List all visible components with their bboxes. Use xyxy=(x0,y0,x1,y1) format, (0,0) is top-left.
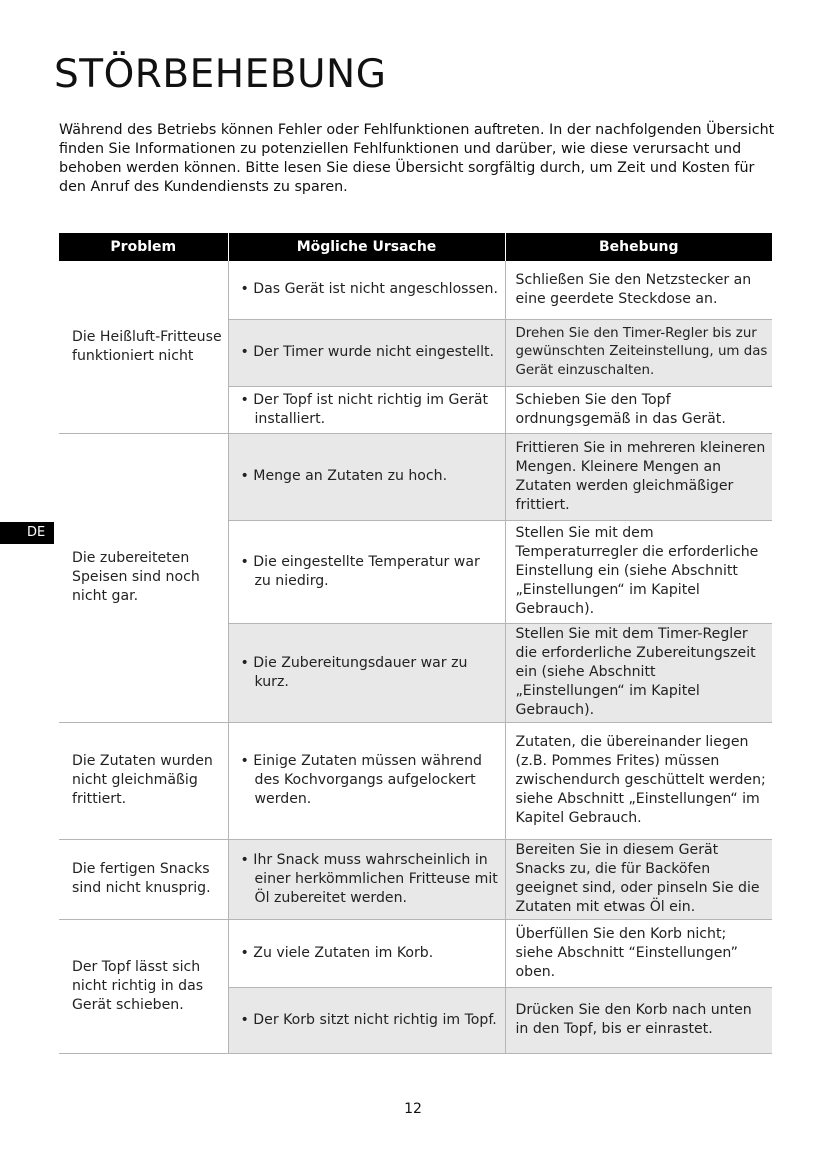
solution-cell: Schieben Sie den Topf ordnungsgemäß in das Gerät. xyxy=(505,386,772,433)
table-row xyxy=(59,261,772,319)
cause-text: • Zu viele Zutaten im Korb. xyxy=(241,944,501,963)
cause-cell xyxy=(228,623,505,722)
cause-cell xyxy=(228,261,505,319)
cause-cell xyxy=(228,839,505,919)
cause-text: • Ihr Snack muss wahrscheinlich in einer herkömmlichen Fritteuse mit Öl zubereitet werden. xyxy=(241,851,501,908)
solution-cell: Drehen Sie den Timer-Regler bis zur gewünschten Zeiteinstellung, um das Gerät einzuschalten. xyxy=(505,319,772,386)
problem-cell: Die fertigen Snacks sind nicht knusprig. xyxy=(59,839,228,919)
cause-cell xyxy=(228,987,505,1053)
header-solution: Behebung xyxy=(505,233,772,261)
table-row xyxy=(59,433,772,520)
cause-text: • Die eingestellte Temperatur war zu niedirg. xyxy=(241,553,501,591)
cause-text: • Der Topf ist nicht richtig im Gerät installiert. xyxy=(241,391,501,429)
page-number: 12 xyxy=(404,1101,422,1117)
solution-cell: Überfüllen Sie den Korb nicht; siehe Abschnitt “Einstellungen” oben. xyxy=(505,919,772,987)
solution-cell: Frittieren Sie in mehreren kleineren Mengen. Kleinere Mengen an Zutaten werden gleichmäßiger frittiert. xyxy=(505,433,772,520)
cause-cell xyxy=(228,386,505,433)
solution-cell: Bereiten Sie in diesem Gerät Snacks zu, die für Backöfen geeignet sind, oder pinseln Sie die Zutaten mit etwas Öl ein. xyxy=(505,839,772,919)
cause-text: • Das Gerät ist nicht angeschlossen. xyxy=(241,280,501,299)
cause-cell xyxy=(228,433,505,520)
solution-cell: Schließen Sie den Netzstecker an eine geerdete Steckdose an. xyxy=(505,261,772,319)
problem-cell: Die zubereiteten Speisen sind noch nicht gar. xyxy=(59,433,228,722)
cause-cell xyxy=(228,919,505,987)
table-row xyxy=(59,919,772,987)
table-header-row xyxy=(59,233,772,261)
cause-text: • Der Timer wurde nicht eingestellt. xyxy=(241,343,501,362)
cause-cell xyxy=(228,319,505,386)
language-tab: DE xyxy=(0,522,54,544)
problem-cell: Der Topf lässt sich nicht richtig in das Gerät schieben. xyxy=(59,919,228,1053)
header-problem: Problem xyxy=(59,233,228,261)
cause-text: • Die Zubereitungsdauer war zu kurz. xyxy=(241,654,501,692)
problem-cell: Die Heißluft-Fritteuse funktioniert nicht xyxy=(59,261,228,433)
cause-cell xyxy=(228,520,505,623)
cause-text: • Einige Zutaten müssen während des Kochvorgangs aufgelockert werden. xyxy=(241,752,501,809)
cause-text: • Menge an Zutaten zu hoch. xyxy=(241,467,501,486)
cause-text: • Der Korb sitzt nicht richtig im Topf. xyxy=(241,1011,501,1030)
intro-paragraph: Während des Betriebs können Fehler oder Fehlfunktionen auftreten. In der nachfolgenden Übersicht finden Sie Informationen zu potenziellen Fehlfunktionen und darüber, wie diese verursacht und behoben werden können. Bitte lesen Sie diese Übersicht sorgfältig durch, um Zeit und Kosten für den Anruf des Kundendiensts zu sparen. xyxy=(59,122,775,195)
cause-cell xyxy=(228,722,505,839)
solution-cell: Drücken Sie den Korb nach unten in den Topf, bis er einrastet. xyxy=(505,987,772,1053)
problem-cell: Die Zutaten wurden nicht gleichmäßig frittiert. xyxy=(59,722,228,839)
troubleshooting-table xyxy=(59,233,772,1054)
header-cause: Mögliche Ursache xyxy=(228,233,505,261)
table-row xyxy=(59,839,772,919)
solution-cell: Stellen Sie mit dem Timer-Regler die erforderliche Zubereitungszeit ein (siehe Abschnitt „Einstellungen“ im Kapitel Gebrauch). xyxy=(505,623,772,722)
solution-cell: Stellen Sie mit dem Temperaturregler die erforderliche Einstellung ein (siehe Abschnitt „Einstellungen“ im Kapitel Gebrauch). xyxy=(505,520,772,623)
page-title: STÖRBEHEBUNG xyxy=(54,52,387,97)
table-row xyxy=(59,722,772,839)
solution-cell: Zutaten, die übereinander liegen (z.B. Pommes Frites) müssen zwischendurch geschüttelt werden; siehe Abschnitt „Einstellungen“ im Kapitel Gebrauch. xyxy=(505,722,772,839)
